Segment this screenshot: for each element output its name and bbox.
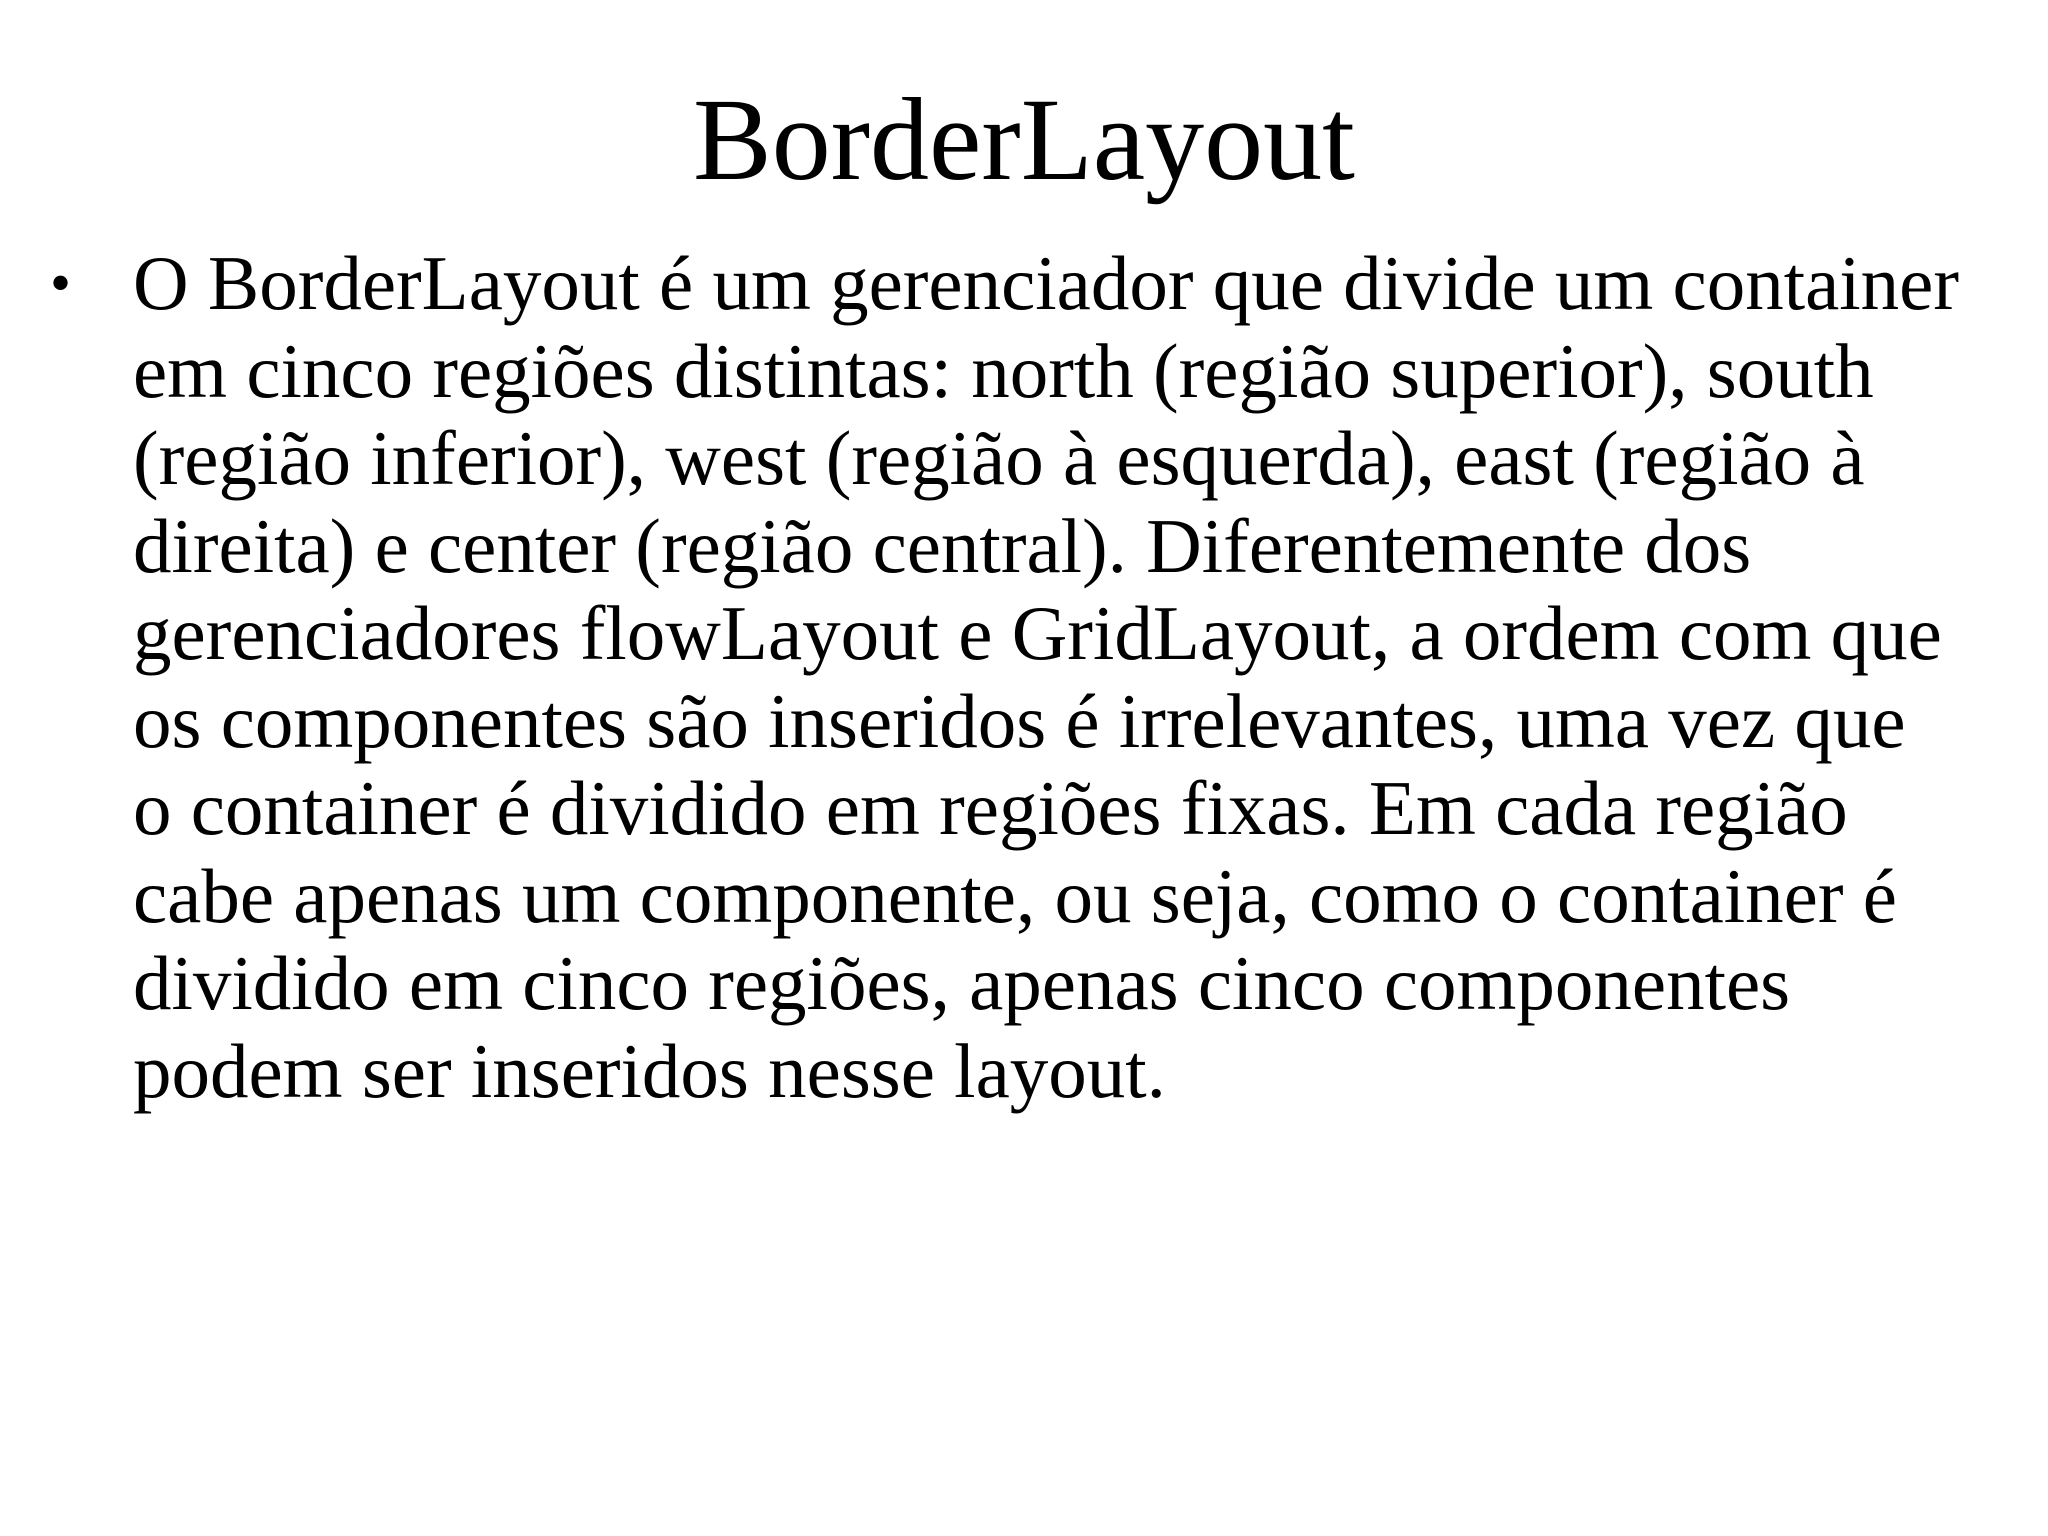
bullet-text-line: os componentes são inseridos é irrelevantes, uma vez que <box>133 677 1906 764</box>
bullet-text-line: O BorderLayout é um gerenciador que divide um container <box>133 240 1959 326</box>
bullet-text-line: direita) e center (região central). Diferentemente dos <box>133 502 1752 589</box>
slide-title: BorderLayout <box>693 74 1355 205</box>
bullet-text-line: o container é dividido em regiões fixas. Em cada região <box>133 765 1848 851</box>
bullet-item <box>50 240 2010 1115</box>
bullet-text-line: em cinco regiões distintas: north (região superior), south <box>133 327 1874 414</box>
bullet-text-line: podem ser inseridos nesse layout. <box>133 1027 1166 1114</box>
bullet-icon: • <box>50 250 72 316</box>
bullet-text-line: gerenciadores flowLayout e GridLayout, a ordem com que <box>133 590 1942 676</box>
bullet-text-line: dividido em cinco regiões, apenas cinco componentes <box>133 940 1791 1026</box>
bullet-text-line: cabe apenas um componente, ou seja, como o container é <box>133 852 1897 939</box>
bullet-list <box>50 240 2010 1115</box>
bullet-text-line: (região inferior), west (região à esquerda), east (região à <box>133 415 1865 501</box>
